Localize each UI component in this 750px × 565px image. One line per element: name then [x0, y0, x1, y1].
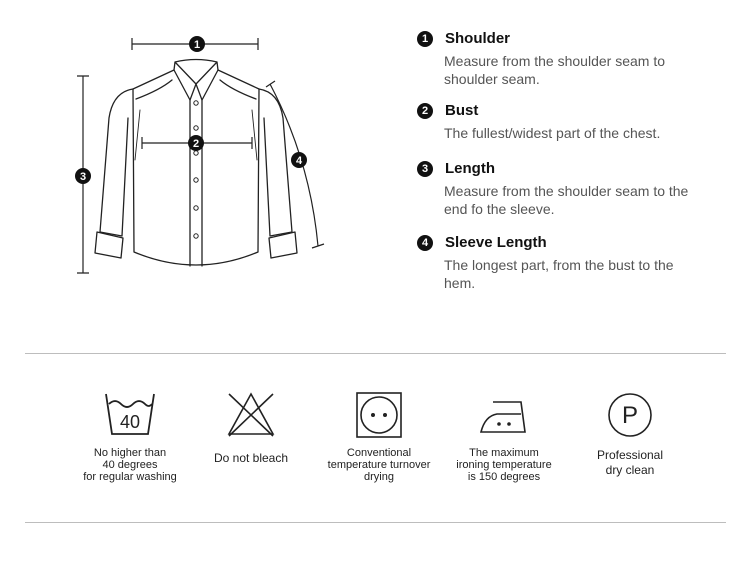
measurement-title: Sleeve Length [445, 234, 547, 251]
wash-temperature: 40 [119, 412, 141, 432]
tumble-dry-icon [354, 390, 404, 440]
number-badge: 1 [417, 31, 433, 47]
shirt-collar [174, 60, 218, 101]
shirt-buttons [194, 101, 198, 238]
care-dry-clean [572, 390, 688, 478]
number-badge: 4 [417, 235, 433, 251]
do-not-bleach-icon [225, 390, 277, 440]
care-bleach [195, 390, 307, 464]
marker-2-label: 2 [192, 138, 200, 150]
iron-icon [477, 390, 531, 440]
measurement-description: Measure from the shoulder seam to the end fo the sleeve. [444, 183, 689, 217]
wash-40-icon [104, 390, 156, 440]
number-badge: 2 [417, 103, 433, 119]
care-drying [318, 390, 440, 483]
measurement-title: Length [445, 160, 495, 177]
right-sleeve [259, 89, 292, 236]
care-label: Do not bleach [213, 451, 289, 465]
care-label: Conventional temperature turnover drying [327, 447, 431, 483]
care-ironing [448, 390, 560, 483]
top-divider [25, 353, 726, 354]
marker-4-label: 4 [295, 155, 303, 167]
care-label: Professional dry clean [596, 448, 664, 477]
dry-clean-letter: P [621, 402, 639, 429]
measurement-description: The fullest/widest part of the chest. [444, 125, 661, 141]
measurement-description: The longest part, from the bust to the hem. [444, 257, 674, 291]
number-badge: 3 [417, 161, 433, 177]
diagram-markers [75, 36, 307, 184]
shirt-measurement-diagram [0, 0, 340, 300]
care-label: No higher than 40 degrees for regular washing [83, 447, 177, 483]
measurement-title: Shoulder [445, 30, 511, 47]
care-label: The maximum ironing temperature is 150 degrees [456, 447, 552, 483]
care-wash [70, 390, 190, 483]
measurement-description: Measure from the shoulder seam to shoulder seam. [444, 53, 665, 87]
marker-1-label: 1 [193, 39, 201, 51]
measurement-title: Bust [445, 102, 479, 119]
marker-3-label: 3 [79, 171, 87, 183]
bottom-divider [25, 522, 726, 523]
professional-dry-clean-icon [605, 390, 655, 440]
left-sleeve [100, 89, 133, 236]
